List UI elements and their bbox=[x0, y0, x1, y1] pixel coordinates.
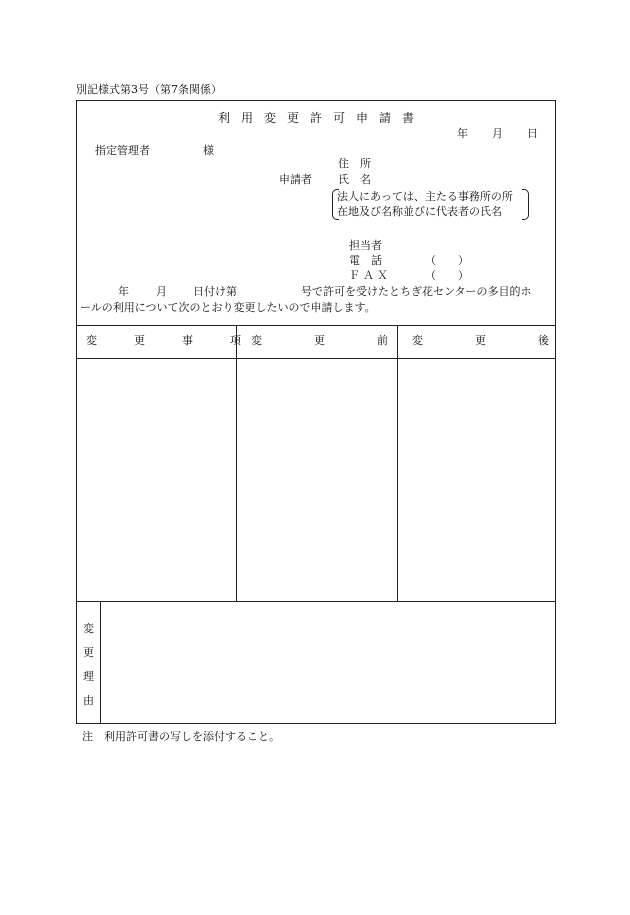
addressee-honorific: 様 bbox=[203, 144, 214, 157]
applicant-label: 申請者 bbox=[279, 173, 312, 186]
fax-label: ＦＡＸ bbox=[349, 269, 391, 282]
header-change-item: 変更事項 bbox=[86, 334, 278, 347]
reason-char-3: 理 bbox=[83, 670, 94, 683]
footnote: 注 利用許可書の写しを添付すること。 bbox=[82, 730, 280, 743]
reason-divider bbox=[100, 601, 101, 724]
body-line1: 号で許可を受けたとちぎ花センターの多目的ホ bbox=[301, 285, 532, 298]
table-top-rule bbox=[76, 325, 556, 326]
table-col-divider-1 bbox=[236, 325, 237, 601]
cell-after[interactable] bbox=[399, 359, 555, 600]
reason-char-2: 更 bbox=[83, 646, 94, 659]
body-line2: ールの利用について次のとおり変更したいので申請します。 bbox=[80, 301, 376, 314]
header-before: 変更前 bbox=[251, 334, 440, 347]
phone-parens: （ ） bbox=[425, 254, 469, 267]
reason-char-1: 変 bbox=[83, 622, 94, 635]
form-reference: 別記様式第3号（第7条関係） bbox=[76, 83, 222, 96]
name-label: 氏 名 bbox=[338, 173, 371, 186]
note-bracket-right bbox=[522, 189, 529, 220]
reason-char-4: 由 bbox=[83, 694, 94, 707]
body-month: 月 bbox=[156, 285, 167, 298]
date-year: 年 bbox=[457, 127, 468, 140]
corporate-note-line1: 法人にあっては、主たる事務所の所 bbox=[337, 190, 513, 203]
addressee-name: 指定管理者 bbox=[95, 144, 150, 157]
body-day: 日付け第 bbox=[193, 285, 237, 298]
body-year: 年 bbox=[118, 285, 129, 298]
corporate-note-line2: 在地及び名称並びに代表者の氏名 bbox=[337, 205, 502, 218]
contact-person-label: 担当者 bbox=[349, 239, 382, 252]
reason-field[interactable] bbox=[102, 603, 554, 722]
table-bottom-rule bbox=[76, 601, 556, 602]
form-title: 利用変更許可申請書 bbox=[218, 111, 426, 125]
cell-before[interactable] bbox=[238, 359, 396, 600]
table-col-divider-2 bbox=[397, 325, 398, 601]
cell-change-item[interactable] bbox=[77, 359, 235, 600]
header-after: 変更後 bbox=[412, 334, 601, 347]
fax-parens: （ ） bbox=[425, 269, 469, 282]
date-day: 日 bbox=[527, 127, 538, 140]
phone-label: 電 話 bbox=[349, 254, 382, 267]
date-month: 月 bbox=[492, 127, 503, 140]
address-label: 住 所 bbox=[338, 157, 371, 170]
